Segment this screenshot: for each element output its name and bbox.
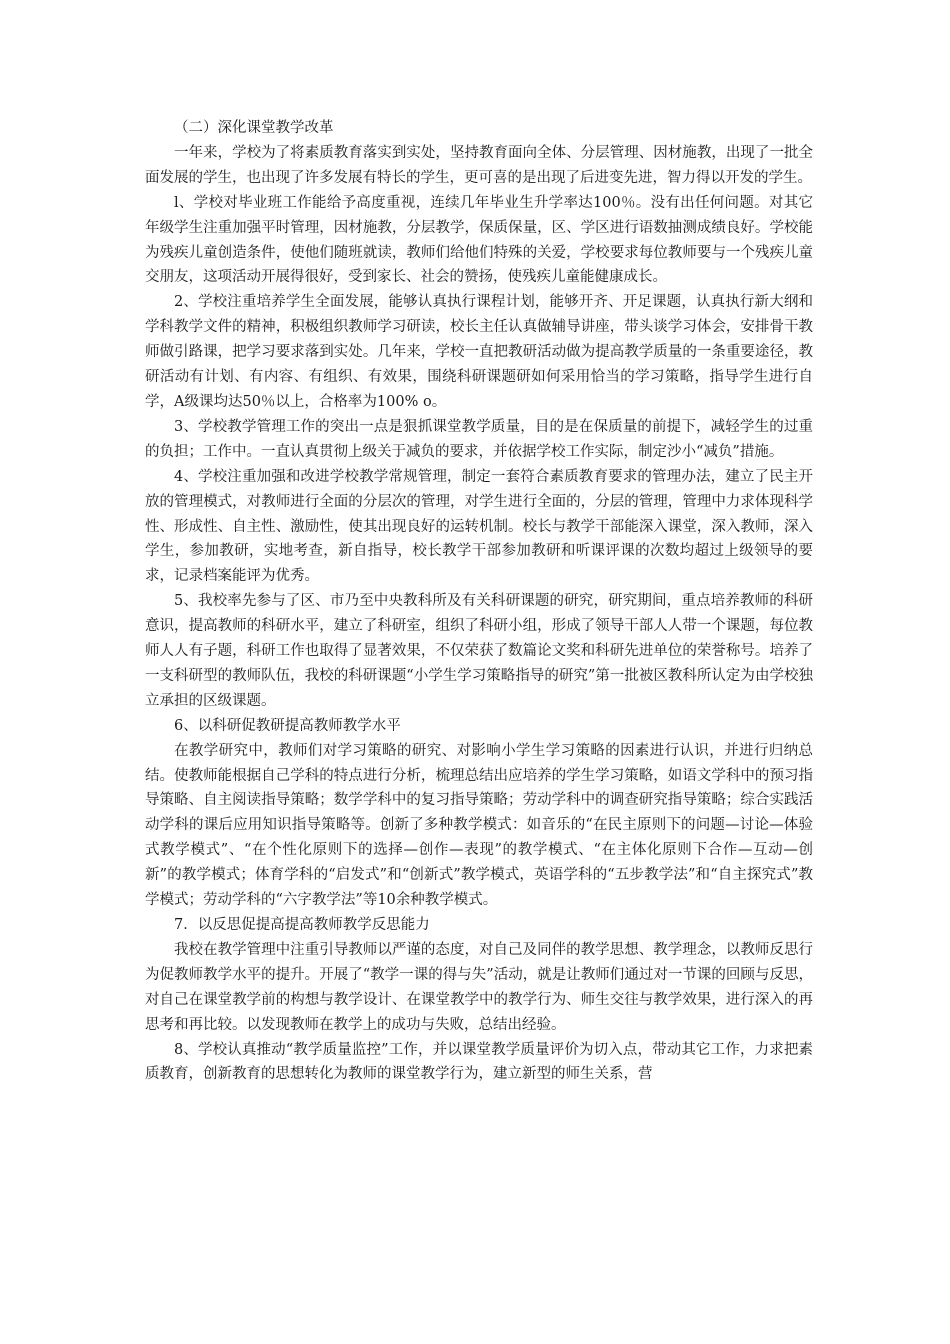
section-title: （二）深化课堂教学改革 — [174, 120, 334, 136]
subheading-item-7: 7．以反思促提高提高教师教学反思能力 — [174, 917, 430, 933]
document-body — [145, 116, 813, 1087]
paragraph-item-7-body: 我校在教学管理中注重引导教师以严谨的态度，对自己及同伴的教学思想、教学理念，以教师反思行为促教师教学水平的提升。开展了“教学一课的得与失”活动，就是让教师们通过对一节课的回顾与反思，对自己在课堂教学前的构想与教学设计、在课堂教学中的教学行为、师生交往与教学效果，进行深入的再思考和再比较。以发现教师在教学上的成功与失败，总结出经验。 — [145, 941, 813, 1033]
subheading-item-6: 6、以科研促教研提高教师教学水平 — [174, 717, 401, 734]
paragraph-item-4: 4、学校注重加强和改进学校教学常规管理，制定一套符合素质教育要求的管理办法，建立了民主开放的管理模式，对教师进行全面的分层次的管理，对学生进行全面的，分层的管理，管理中力求体现科学性、形成性、自主性、激励性，使其出现良好的运转机制。校长与教学干部能深入课堂，深入教师，深入学生，参加教研，实地考查，新自指导，校长教学干部参加教研和听课评课的次数均超过上级领导的要求，记录档案能评为优秀。 — [145, 468, 813, 585]
paragraph-item-8: 8、学校认真推动“教学质量监控”工作，并以课堂教学质量评价为切入点，带动其它工作，力求把素质教育，创新教育的思想转化为教师的课堂教学行为，建立新型的师生关系，营 — [145, 1041, 813, 1083]
paragraph-item-1: l、学校对毕业班工作能给予高度重视，连续几年毕业生升学率达100％。没有出任何问题。对其它年级学生注重加强平时管理，因材施教，分层教学，保质保量，区、学区进行语数抽测成绩良好。学校能为残疾儿童创造条件，使他们随班就读，教师们给他们特殊的关爱，学校要求每位教师要与一个残疾儿童交朋友，这项活动开展得很好，受到家长、社会的赞扬，使残疾儿童能健康成长。 — [145, 194, 813, 286]
paragraph-item-6-body: 在教学研究中，教师们对学习策略的研究、对影响小学生学习策略的因素进行认识，并进行归纳总结。使教师能根据自己学科的特点进行分析，梳理总结出应培养的学生学习策略，如语文学科中的预习指导策略、自主阅读指导策略；数学学科中的复习指导策略；劳动学科中的调查研究指导策略；综合实践活动学科的课后应用知识指导策略等。创新了多种教学模式：如音乐的“在民主原则下的问题—讨论—体验式教学模式”、“在个性化原则下的选择—创作—表现”的教学模式、“在主体化原则下合作—互动—创新”的教学模式；体育学科的“启发式”和“创新式”教学模式，英语学科的“五步教学法”和“自主探究式”教学模式；劳动学科的“六字教学法”等10余种教学模式。 — [145, 742, 813, 909]
paragraph-item-5: 5、我校率先参与了区、市乃至中央教科所及有关科研课题的研究，研究期间，重点培养教师的科研意识，提高教师的科研水平，建立了科研室，组织了科研小组，形成了领导干部人人带一个课题，每位教师人人有子题，科研工作也取得了显著效果，不仅荣获了数篇论文奖和科研先进单位的荣誉称号。培养了一支科研型的教师队伍，我校的科研课题“小学生学习策略指导的研究”第一批被区教科所认定为由学校独立承担的区级课题。 — [145, 593, 813, 709]
paragraph-intro: 一年来，学校为了将素质教育落实到实处，坚持教育面向全体、分层管理、因材施教，出现了一批全面发展的学生，也出现了许多发展有特长的学生，更可喜的是出现了后进变先进，智力得以开发的学生。 — [145, 144, 813, 186]
paragraph-item-2: 2、学校注重培养学生全面发展，能够认真执行课程计划，能够开齐、开足课题，认真执行新大纲和学科教学文件的精神，积极组织教师学习研读，校长主任认真做辅导讲座，带头谈学习体会，安排骨干教师做引路课，把学习要求落到实处。几年来，学校一直把教研活动做为提高教学质量的一条重要途径，教研活动有计划、有内容、有组织、有效果，围绕科研课题研如何采用恰当的学习策略，指导学生进行自学，A级课均达50％以上，合格率为100% o。 — [145, 294, 813, 410]
paragraph-item-3: 3、学校教学管理工作的突出一点是狠抓课堂教学质量，目的是在保质量的前提下，减轻学生的过重的负担；工作中。一直认真贯彻上级关于减负的要求，并依据学校工作实际，制定沙小“减负”措施。 — [145, 418, 813, 460]
